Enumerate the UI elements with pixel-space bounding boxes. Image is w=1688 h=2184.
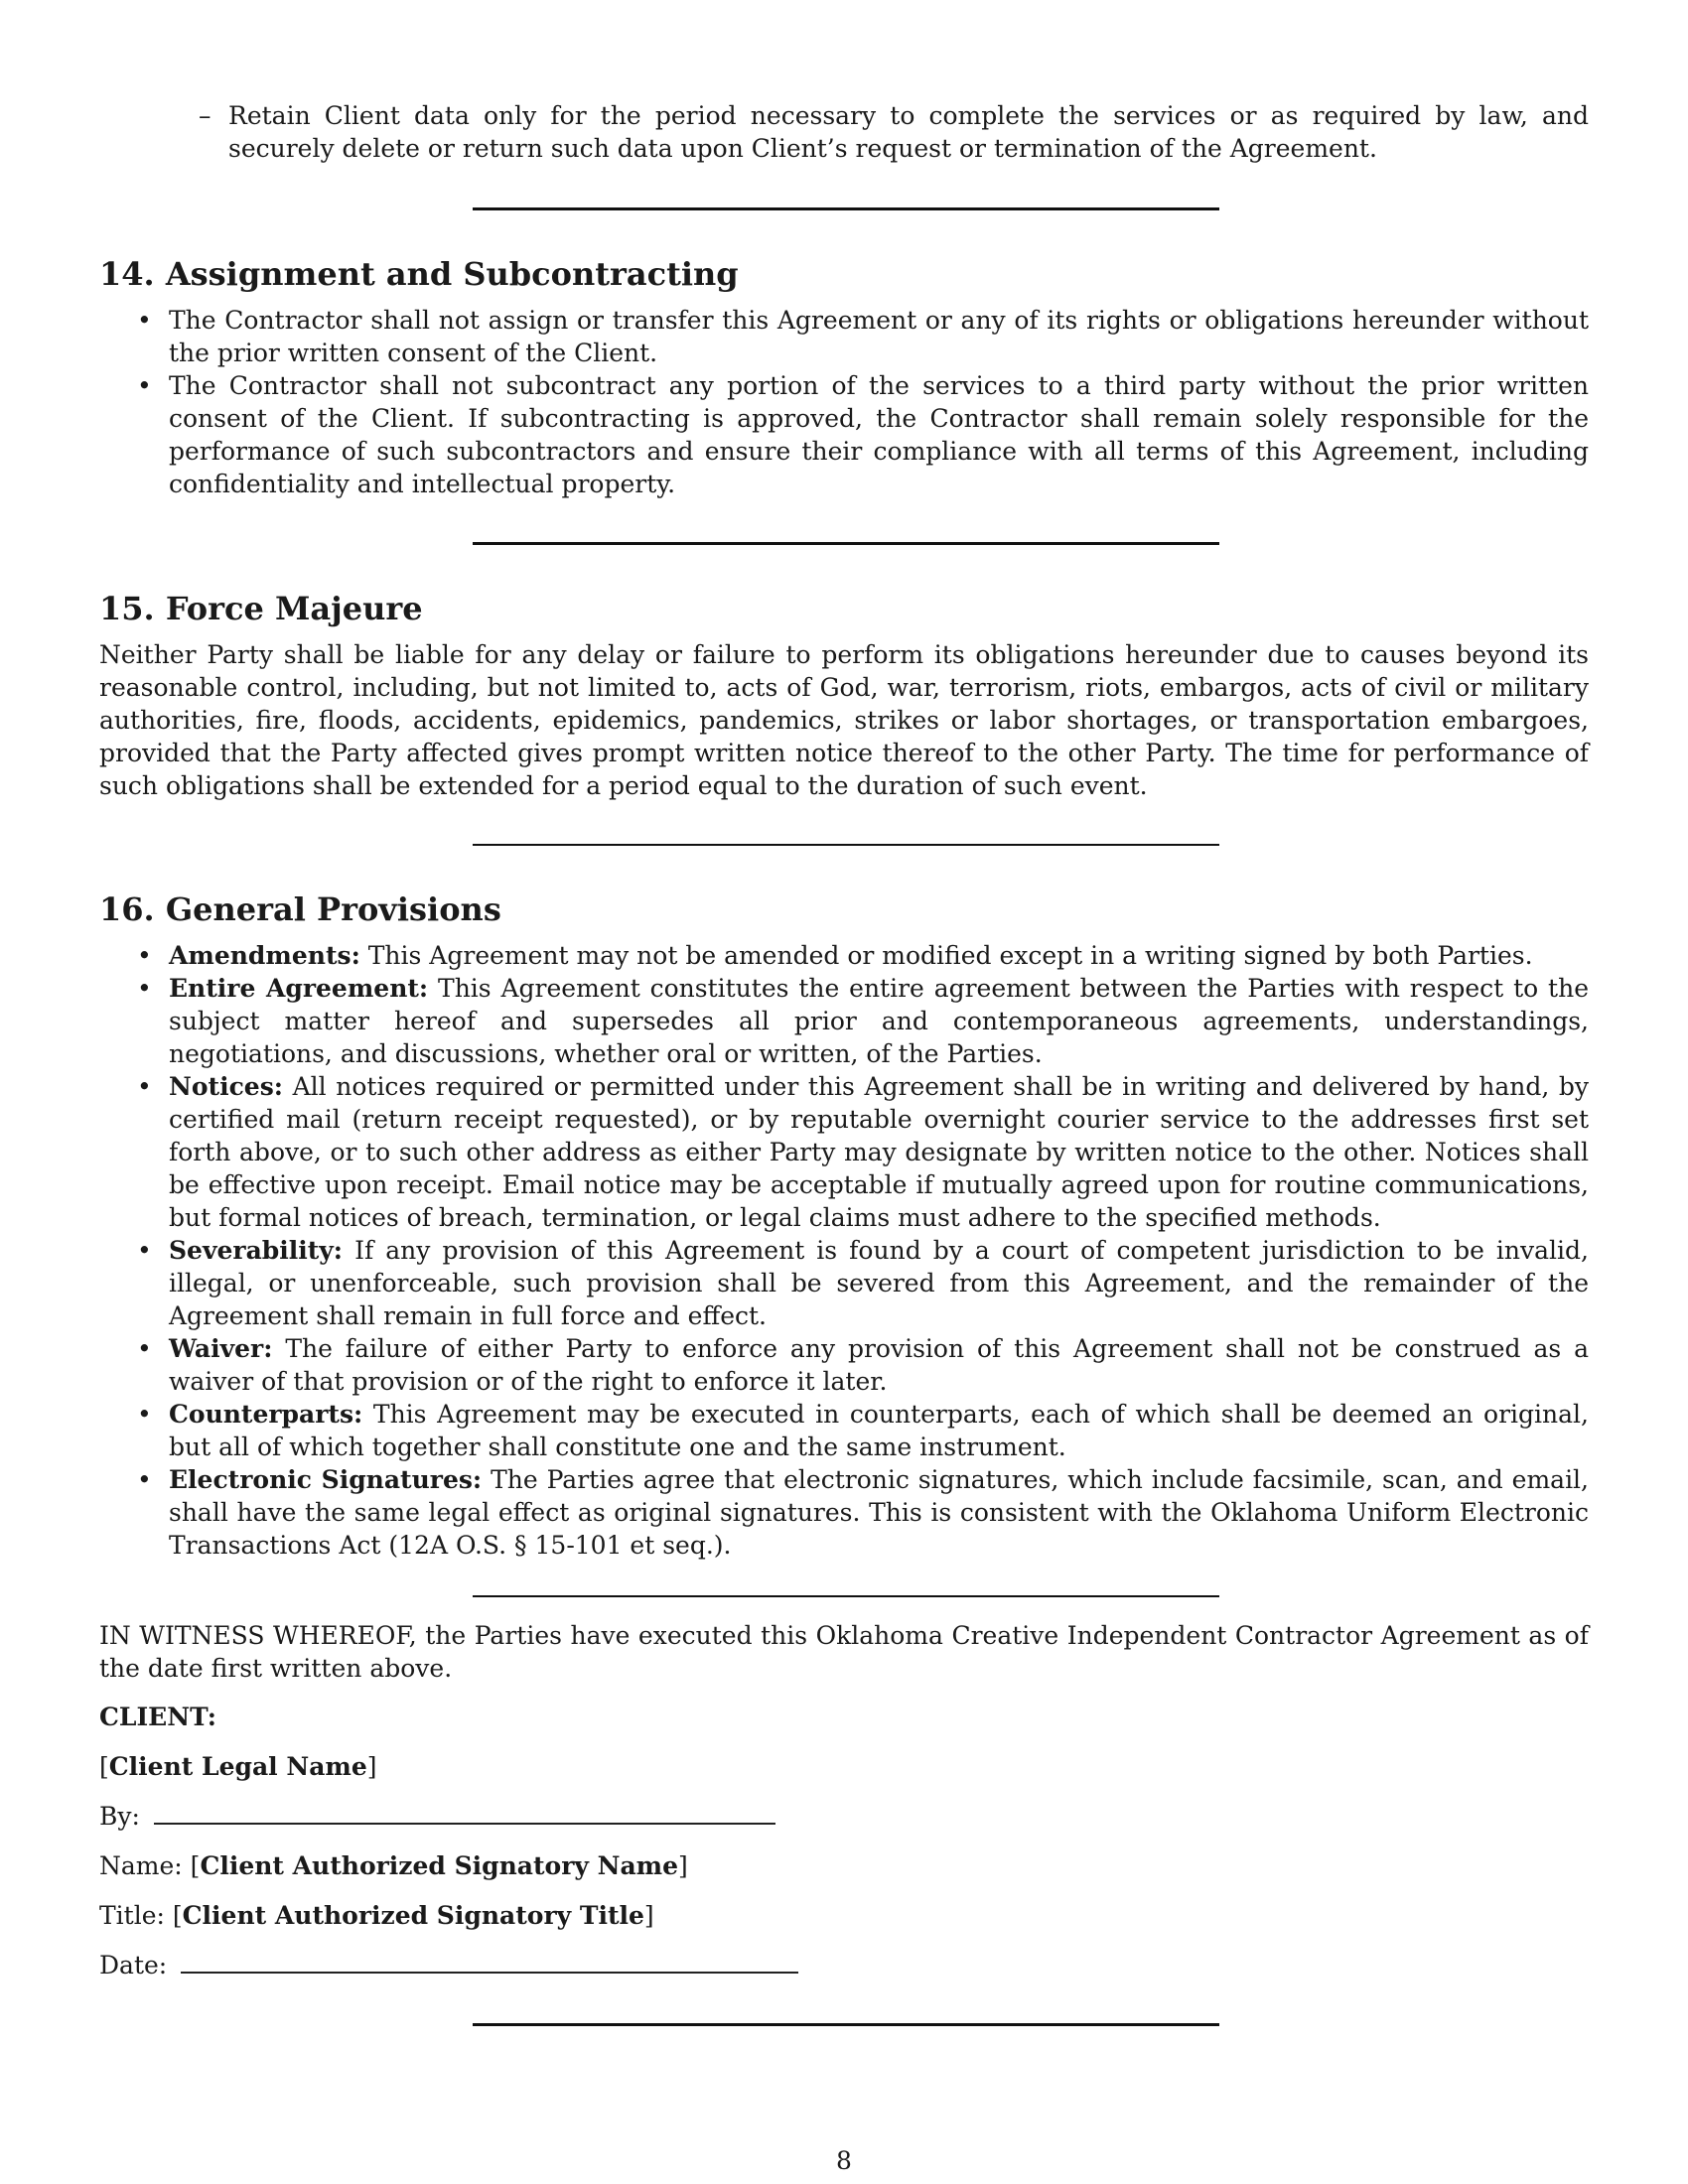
signatory-title-line: Title: [Client Authorized Signatory Title] xyxy=(99,1901,654,1930)
witness-paragraph: IN WITNESS WHEREOF, the Parties have executed this Oklahoma Creative Independent Contractor Agreement as of the date first written above. xyxy=(99,1621,1589,1683)
client-legal-name: [Client Legal Name] xyxy=(99,1752,377,1781)
dash-marker: – xyxy=(199,101,211,130)
term-text: All notices required or permitted under this Agreement shall be in writing and delivered by hand, by certified mail (return receipt requested), or by reputable overnight courier service to the addresses first set forth above, or to such other address as either Party may designate by written notice to the other. Notices shall be effective upon receipt. Email notice may be acceptable if mutually agreed upon for routine communications, but formal notices of breach, termination, or legal claims must adhere to the specified methods. xyxy=(169,1072,1589,1232)
term-label: Severability: xyxy=(169,1236,344,1265)
term-text: The failure of either Party to enforce any provision of this Agreement shall not be construed as a waiver of that provision or of the right to enforce it later. xyxy=(169,1334,1589,1396)
list-item xyxy=(99,1332,1589,1398)
term-text: The Parties agree that electronic signatures, which include facsimile, scan, and email, shall have the same legal effect as original signatures. This is consistent with the Oklahoma Uniform Electronic Transactions Act (12A O.S. § 15-101 et seq.). xyxy=(169,1465,1590,1560)
client-label: CLIENT: xyxy=(99,1703,217,1731)
signatory-name-line: Name: [Client Authorized Signatory Name] xyxy=(99,1851,688,1880)
section14-list xyxy=(99,304,1589,500)
section-divider xyxy=(473,1595,1219,1597)
term-text: This Agreement may not be amended or modified except in a writing signed by both Parties. xyxy=(359,941,1533,970)
bullet-icon: • xyxy=(137,974,152,1003)
list-item xyxy=(99,1463,1589,1562)
term-label: Notices: xyxy=(169,1072,284,1101)
force-majeure-paragraph: Neither Party shall be liable for any delay or failure to perform its obligations hereunder due to causes beyond its reasonable control, including, but not limited to, acts of God, war, terrorism, riots, embargos, acts of civil or military authorities, fire, floods, accidents, epidemics, pandemics, strikes or labor shortages, or transportation embargoes, provided that the Party affected gives prompt written notice thereof to the other Party. The time for performance of such obligations shall be extended for a period equal to the duration of such event. xyxy=(99,640,1589,800)
section-heading-14: 14. Assignment and Subcontracting xyxy=(99,255,739,293)
bullet-icon: • xyxy=(137,371,152,400)
list-item xyxy=(99,304,1589,369)
section-divider xyxy=(473,844,1219,846)
bullet-icon: • xyxy=(137,1465,152,1494)
bullet-icon: • xyxy=(137,941,152,970)
signature-line xyxy=(154,1801,775,1825)
section-heading-15: 15. Force Majeure xyxy=(99,590,423,627)
document-page xyxy=(99,99,1589,2026)
section-divider xyxy=(473,2023,1219,2026)
list-item xyxy=(99,1070,1589,1234)
term-label: Waiver: xyxy=(169,1334,273,1363)
list-item xyxy=(99,369,1589,500)
list-item-text: The Contractor shall not subcontract any portion of the services to a third party without the prior written consent of the Client. If subcontracting is approved, the Contractor shall remain solely responsible for the performance of such subcontractors and ensure their compliance with all terms of this Agreement, including confidentiality and intellectual property. xyxy=(169,371,1589,498)
section-divider xyxy=(473,207,1219,210)
term-label: Counterparts: xyxy=(169,1400,363,1429)
list-item xyxy=(99,939,1589,972)
by-label: By: xyxy=(99,1802,140,1831)
bullet-icon: • xyxy=(137,1236,152,1265)
bullet-icon: • xyxy=(137,1400,152,1429)
term-text: This Agreement constitutes the entire agreement between the Parties with respect to the subject matter hereof and supersedes all prior and contemporaneous agreements, understandings, negotiations, and discussions, whether oral or written, of the Parties. xyxy=(169,974,1589,1068)
page-number: 8 xyxy=(836,2146,852,2175)
signature-by-line xyxy=(99,1800,1589,1833)
term-label: Amendments: xyxy=(169,941,360,970)
date-line xyxy=(181,1950,798,1974)
date-label: Date: xyxy=(99,1951,168,1979)
list-item xyxy=(99,1398,1589,1463)
bullet-icon: • xyxy=(137,306,152,335)
term-text: This Agreement may be executed in counterparts, each of which shall be deemed an original, but all of which together shall constitute one and the same instrument. xyxy=(169,1400,1589,1461)
dash-item-text: Retain Client data only for the period necessary to complete the services or as required by law, and securely delete or return such data upon Client’s request or termination of the Agreement. xyxy=(228,101,1589,163)
signature-date-line xyxy=(99,1949,1589,1981)
list-item-text: The Contractor shall not assign or transfer this Agreement or any of its rights or obligations hereunder without the prior written consent of the Client. xyxy=(169,306,1589,367)
term-label: Entire Agreement: xyxy=(169,974,429,1003)
bullet-icon: • xyxy=(137,1072,152,1101)
section-heading-16: 16. General Provisions xyxy=(99,890,501,928)
list-item xyxy=(99,1234,1589,1332)
section-divider xyxy=(473,542,1219,545)
term-label: Electronic Signatures: xyxy=(169,1465,483,1494)
term-text: If any provision of this Agreement is found by a court of competent jurisdiction to be invalid, illegal, or unenforceable, such provision shall be severed from this Agreement, and the remainder of the Agreement shall remain in full force and effect. xyxy=(169,1236,1589,1330)
bullet-icon: • xyxy=(137,1334,152,1363)
section16-list xyxy=(99,939,1589,1562)
dash-list-item xyxy=(99,99,1589,165)
list-item xyxy=(99,972,1589,1070)
